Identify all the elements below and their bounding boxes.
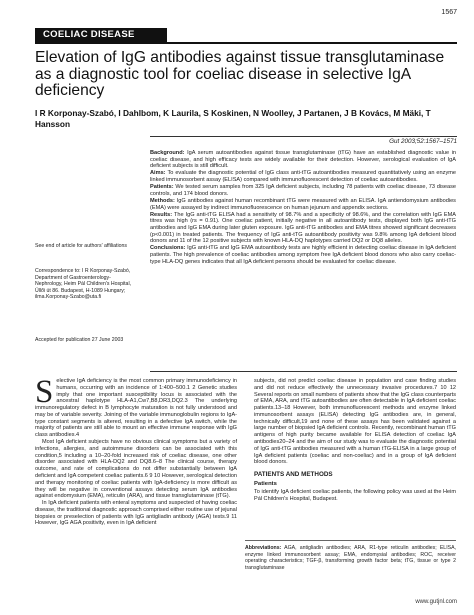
body-paragraph: subjects, did not predict coeliac disease in population and case finding studies and did not reduce effectively the unnecessary invasive procedures.7 10 12 Several reports on small numbers of patients show that the IgG class counterparts of EMA, ARA, and tTG autoantibodies are often detectable in IgA deficient coeliac patients.13–18 However, both immunofluorescent methods and enzyme linked immunosorbent assays (ELISA) detecting IgG antibodies are, in general, technically difficult,19 and none of these assays has been validated against a large number of biopsied IgA deficient controls. Recently, recombinant human tTG antigens of high purity became available for ELISA detection of coeliac IgA antibodies20–24 and the aim of our study was to evaluate the diagnostic potential of IgG anti-tTG antibodies measured with a human tTG-ELISA in a large group of IgA deficient patients (coeliac and non-coeliac) and in a group of IgA deficient blood donors. bbox=[254, 378, 456, 466]
journal-url: www.gutjnl.com bbox=[415, 599, 457, 605]
header-rule bbox=[35, 42, 457, 44]
abstract-background: Background: IgA serum autoantibodies against tissue transglutaminase (tTG) have an established diagnostic value in coeliac disease, and high efficacy tests are widely available for their detection. However, serological evaluation of IgA deficient subjects is still difficult. bbox=[150, 150, 456, 170]
abstract-methods: Methods: IgG antibodies against human recombinant tTG were measured with an ELISA. IgA antiendomysium antibodies (EMA) were assayed by indirect immunofluorescence on human jejunum and appendix sections. bbox=[150, 197, 456, 211]
abstract-conclusions: Conclusions: IgG anti-tTG and IgG EMA autoantibody tests are highly efficient in detecting coeliac disease in IgA deficient patients. The high prevalence of coeliac antibodies among symptom free IgA deficient blood donors who also carry coeliac-type HLA-DQ genes indicates that all IgA deficient persons should be evaluated for coeliac disease. bbox=[150, 245, 456, 265]
affiliations-text: See end of article for authors' affiliations bbox=[35, 243, 128, 249]
article-title: Elevation of IgG antibodies against tissue transglutaminase as a diagnostic tool for coeliac disease in selective IgA deficiency bbox=[35, 49, 445, 99]
body-paragraph: Selective IgA deficiency is the most common primary immunodeficiency in humans, occurring with an incidence of 1:400–500.1 2 Genetic studies imply that one important susceptibility locus is associated with the ancestral haplotype HLA-A1,Cw7,B8,DR3,DQ2.3 The underlying immunoregulatory defect in B lymphocyte maturation is not fully understood and may be of variable severity. Joining of the variable immunoglobulin regions to IgA-type constant segments is altered, resulting in a defective IgA switch, while the majority of patients are still able to mount an effective immune response with IgG class antibodies.4 bbox=[35, 374, 237, 439]
abbreviations-rule bbox=[245, 540, 456, 541]
section-label: COELIAC DISEASE bbox=[35, 28, 167, 42]
drop-cap: S bbox=[35, 374, 54, 410]
body-paragraph: In IgA deficient patients with enteral symptoms and suspected of having coeliac disease, the traditional diagnostic approach comprised either routine use of jejunal biopsies or preselection of patients with IgG antigliadin antibody (AGA) tests.9 11 However, IgG AGA positivity, even in IgA deficient bbox=[35, 500, 237, 527]
abstract-top-rule bbox=[150, 136, 457, 137]
abstract-results: Results: The IgG anti-tTG ELISA had a sensitivity of 98.7% and a specificity of 98.6%, and the correlation with IgG EMA titres was high (rs = 0.91). One coeliac patient, initially negative in all autoantibody tests, displayed both IgG anti-tTG antibodies and IgG EMA during later gluten exposure. IgG anti-tTG antibodies and EMA titres showed significant decreases (p<0.001) in treated patients. The frequency of IgG anti-tTG autoantibody positivity was 9.8% among IgA deficient blood donors and 11 of the 12 positive subjects with known HLA-DQ haplotypes carried DQ2 or DQ8 alleles. bbox=[150, 211, 457, 245]
abstract bbox=[150, 150, 456, 266]
affiliations-note bbox=[35, 243, 135, 250]
page-number: 1567 bbox=[441, 9, 457, 16]
journal-citation: Gut 2003;52:1567–1571 bbox=[389, 138, 457, 145]
abbreviations-label: Abbreviations: bbox=[245, 545, 282, 551]
correspondence-text: Correspondence to: I R Korponay-Szabó, Department of Gastroenterology-Nephrology, Heim Pál Children's Hospital, Üllői út 86. Budapest, H-1089 Hungary; ilma.Korponay-Szabo@uta.fi bbox=[35, 268, 132, 300]
abstract-bottom-rule bbox=[150, 371, 457, 372]
abstract-aims: Aims: To evaluate the diagnostic potential of IgG class anti-tTG autoantibodies measured quantitatively using an enzyme linked immunosorbent assay (ELISA) compared with immunofluorescent detection of coeliac autoantibodies. bbox=[150, 170, 457, 184]
accepted-text: Accepted for publication 27 June 2003 bbox=[35, 337, 124, 343]
body-column-right bbox=[254, 378, 456, 502]
body-paragraph: Most IgA deficient subjects have no obvious clinical symptoms but a variety of infections, allergies, and autoimmune disorders can be associated with this condition,5 including a 10–20-fold increased risk of coeliac disease, one other disorder associated with HLA-DQ2 and DQ8.6–8 The clinical course, therapy outcome, and rate of complications do not differ substantially between IgA deficient and IgA competent coeliac patients.6 9 10 However, serological detection and therapy monitoring of coeliac patients with IgA-deficiency is more difficult as they will be negative in conventional assays detecting serum IgA antibodies against endomysium (EMA), reticulin (ARA), and tissue transglutaminase (tTG). bbox=[35, 439, 237, 500]
subsection-heading: Patients bbox=[254, 480, 277, 487]
abstract-patients: Patients: We tested serum samples from 325 IgA deficient subjects, including 78 patients with coeliac disease, 73 disease controls, and 174 blood donors. bbox=[150, 184, 456, 197]
correspondence-block bbox=[35, 268, 135, 301]
body-paragraph: To identify IgA deficient coeliac patients, the following policy was used at the Heim Pál Children's Hospital, Budapest. bbox=[254, 488, 456, 502]
accepted-note bbox=[35, 337, 135, 344]
abbreviations-text: AGA, antigliadin antibodies; ARA, R1-type reticulin antibodies; ELISA, enzyme linked immunosorbent assay; EMA, endomysial antibodies; ROC, receiver operating characteristics; TGF-β, transforming growth factor beta; tTG, tissue or type 2 transglutaminase bbox=[245, 545, 456, 571]
author-list: I R Korponay-Szabó, I Dahlbom, K Laurila, S Koskinen, N Woolley, J Partanen, J B Kovács, M Mäki, T Hansson bbox=[35, 108, 431, 129]
body-column-left bbox=[35, 374, 237, 527]
abbreviations-note bbox=[245, 545, 456, 571]
section-heading: PATIENTS AND METHODS bbox=[254, 471, 333, 479]
